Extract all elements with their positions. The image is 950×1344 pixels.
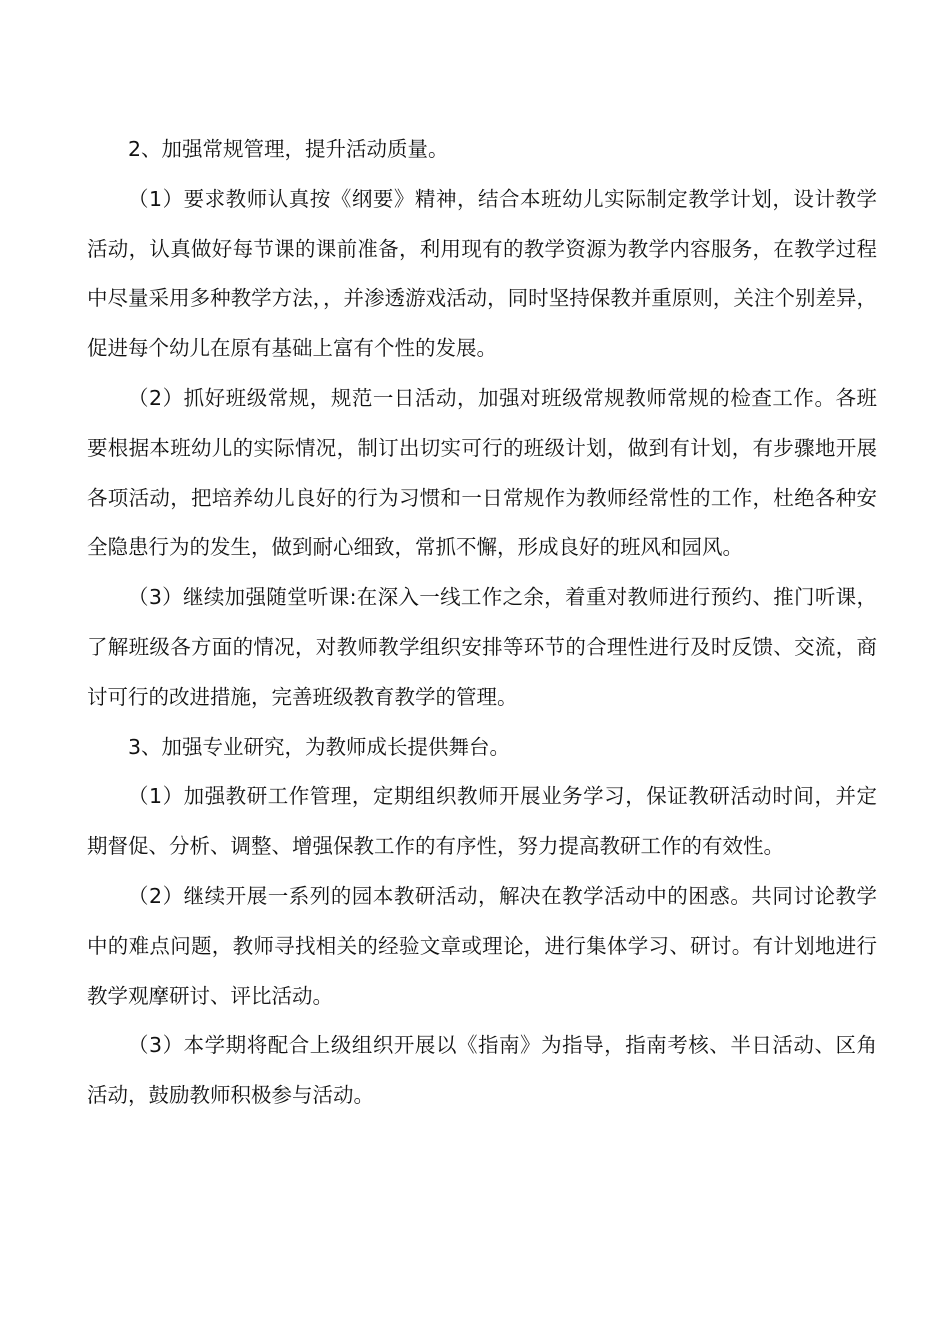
paragraph-guide-activities: （3）本学期将配合上级组织开展以《指南》为指导，指南考核、半日活动、区角活动，鼓励教师积极参与活动。 bbox=[87, 1033, 877, 1108]
heading-strengthen-routine-management: 2、加强常规管理，提升活动质量。 bbox=[128, 137, 449, 161]
paragraph-teaching-plan: （1）要求教师认真按《纲要》精神，结合本班幼儿实际制定教学计划，设计教学活动，认真做好每节课的课前准备，利用现有的教学资源为教学内容服务，在教学过程中尽量采用多种教学方法，，并渗透游戏活动，同时坚持保教并重原则，关注个别差异，促进每个幼儿在原有基础上富有个性的发展。 bbox=[87, 186, 877, 361]
paragraph-class-routine: （2）抓好班级常规，规范一日活动，加强对班级常规教师常规的检查工作。各班要根据本班幼儿的实际情况，制订出切实可行的班级计划，做到有计划，有步骤地开展各项活动，把培养幼儿良好的行为习惯和一日常规作为教师经常性的工作，杜绝各种安全隐患行为的发生，做到耐心细致，常抓不懈，形成良好的班风和园风。 bbox=[87, 385, 877, 560]
paragraph-school-based-research: （2）继续开展一系列的园本教研活动，解决在教学活动中的困惑。共同讨论教学中的难点问题，教师寻找相关的经验文章或理论，进行集体学习、研讨。有计划地进行教学观摩研讨、评比活动。 bbox=[87, 883, 877, 1008]
paragraph-classroom-observation: （3）继续加强随堂听课:在深入一线工作之余，着重对教师进行预约、推门听课，了解班级各方面的情况，对教师教学组织安排等环节的合理性进行及时反馈、交流，商讨可行的改进措施，完善班级教育教学的管理。 bbox=[87, 585, 877, 709]
heading-professional-research: 3、加强专业研究，为教师成长提供舞台。 bbox=[128, 734, 511, 759]
paragraph-research-management: （1）加强教研工作管理，定期组织教师开展业务学习，保证教研活动时间，并定期督促、分析、调整、增强保教工作的有序性，努力提高教研工作的有效性。 bbox=[87, 784, 877, 859]
document-body bbox=[87, 125, 877, 1121]
